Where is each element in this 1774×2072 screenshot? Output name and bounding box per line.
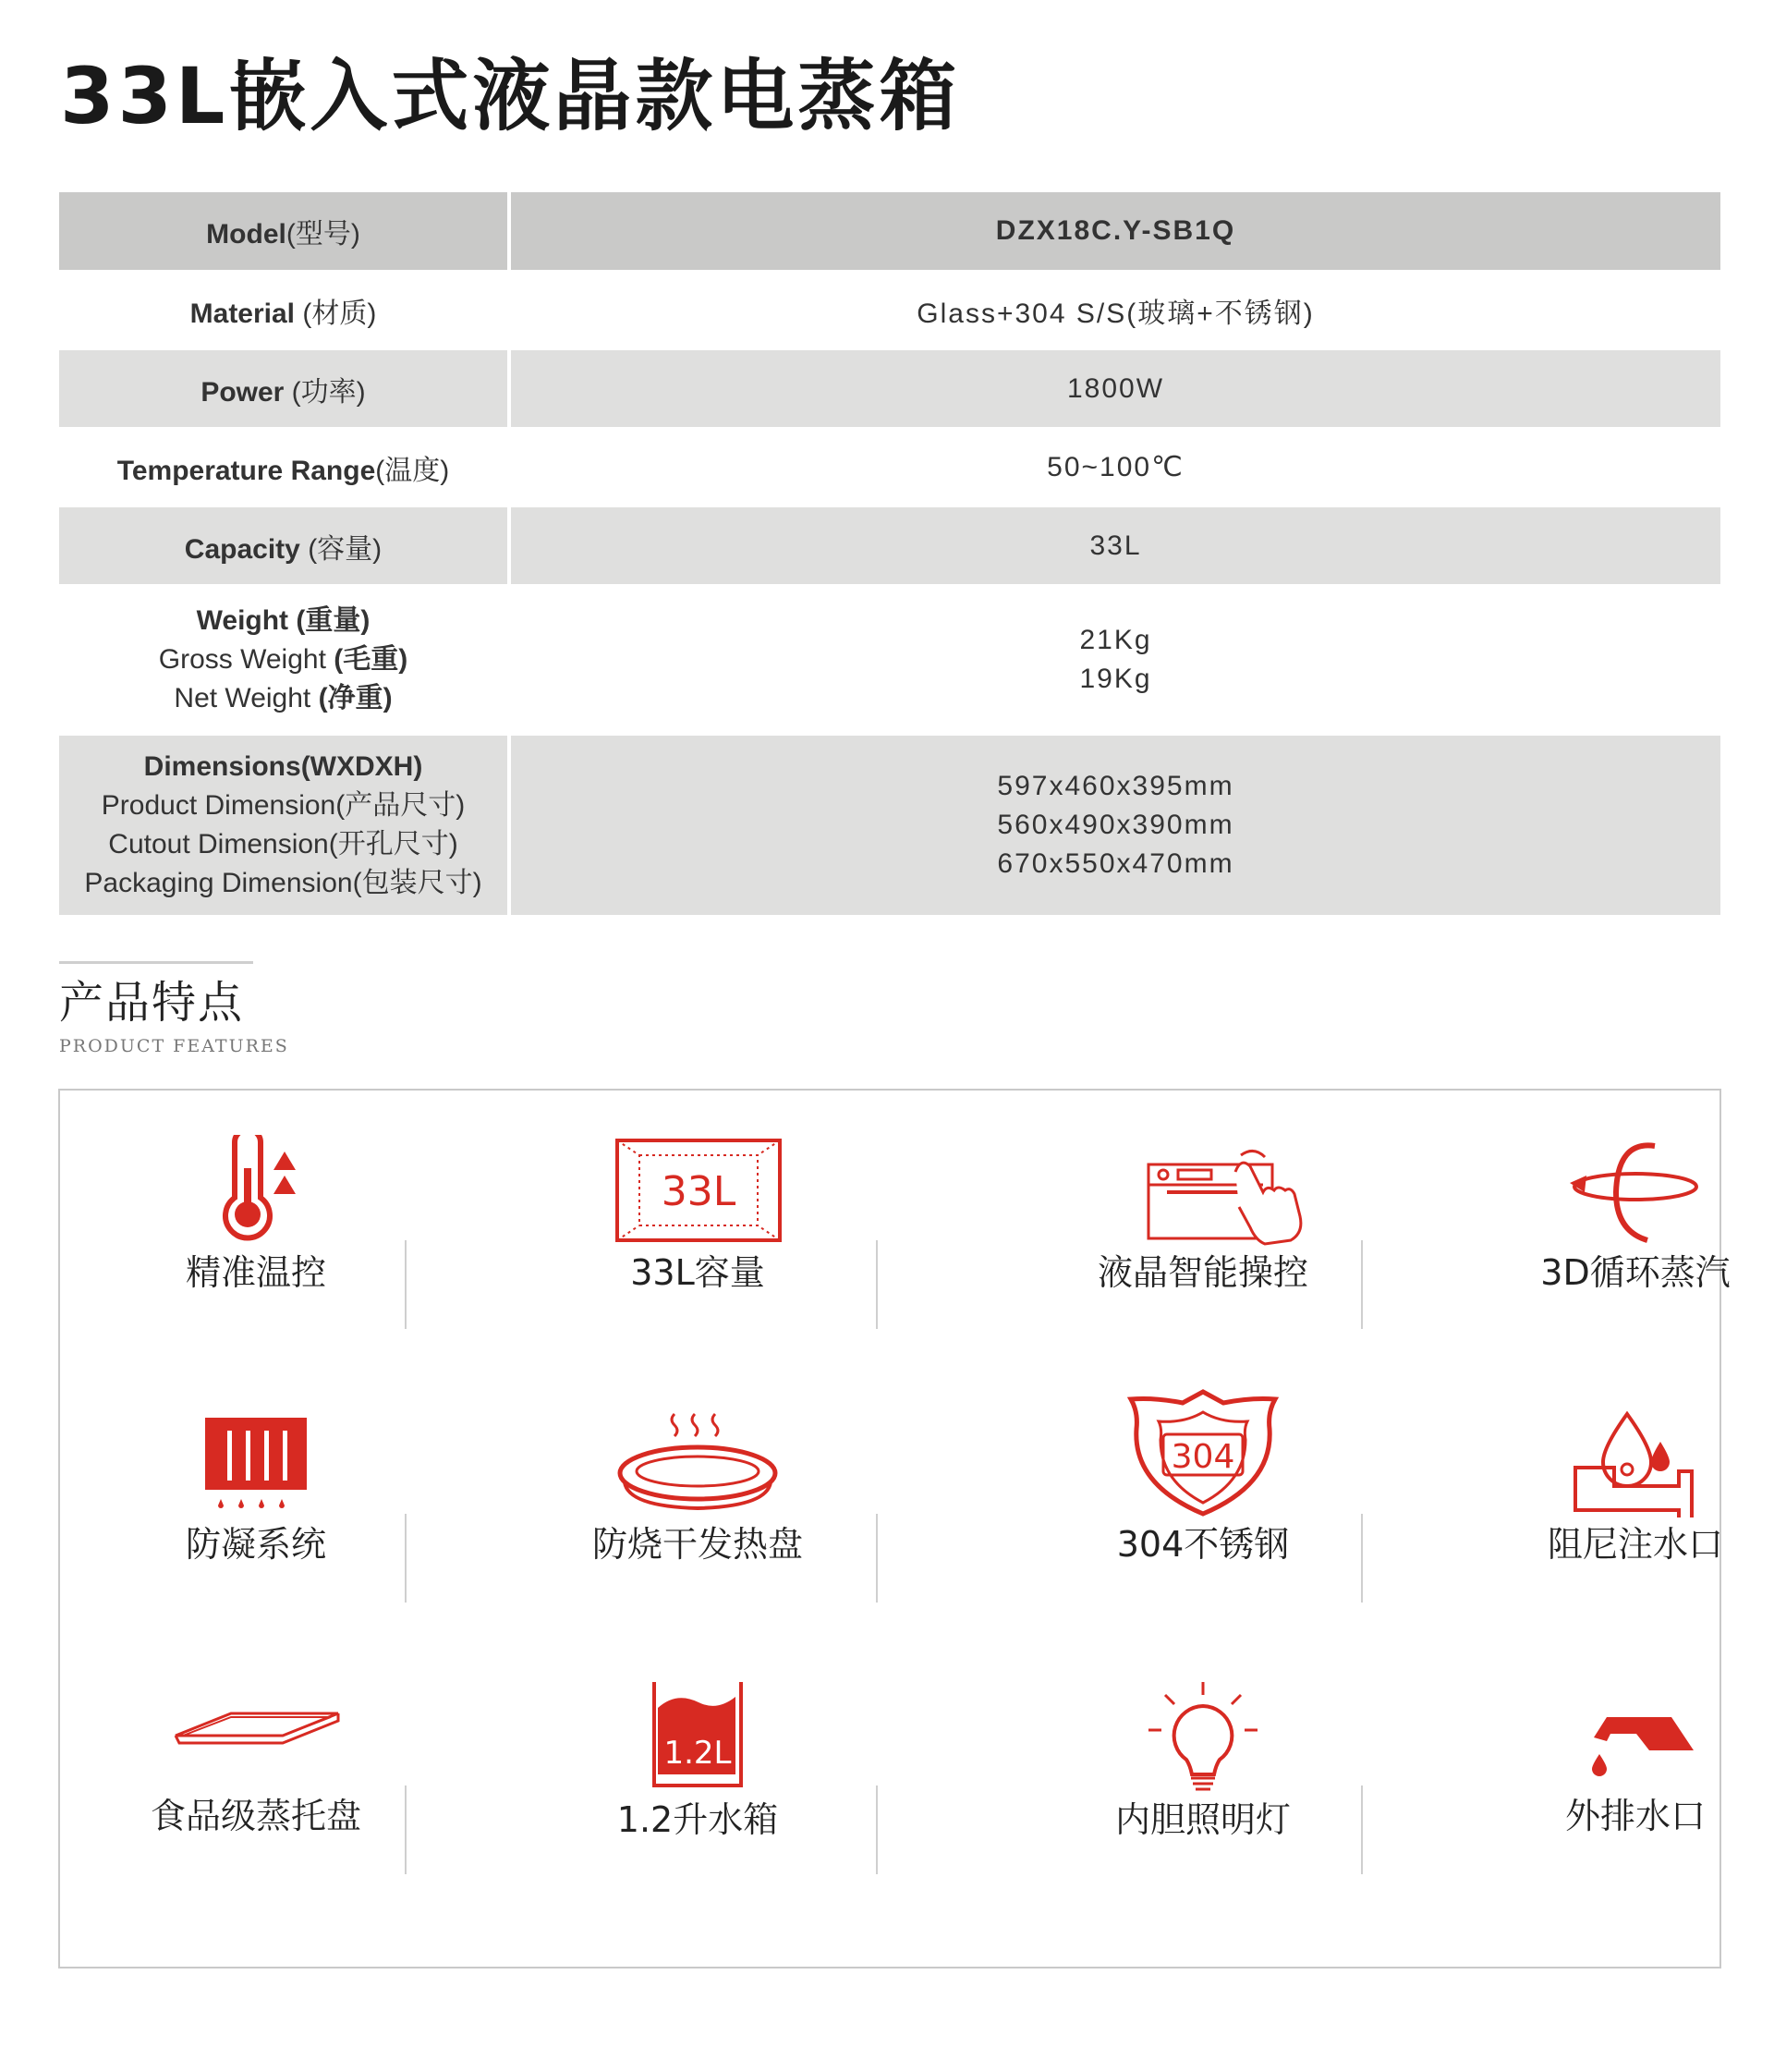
feature-item (990, 1386, 1416, 1565)
feature-label: 防凝系统 (185, 1524, 326, 1565)
feature-label: 液晶智能操控 (1097, 1252, 1308, 1293)
capacity-icon (610, 1135, 785, 1246)
water-inlet-icon (1566, 1407, 1705, 1517)
feature-label: 3D循环蒸汽 (1540, 1252, 1731, 1293)
drain-outlet-icon (1566, 1678, 1705, 1789)
shield-icon (1115, 1386, 1291, 1517)
feature-item (43, 1135, 468, 1293)
page-title: 33L嵌入式液晶款电蒸箱 (60, 51, 961, 141)
features-heading (59, 961, 289, 1055)
svg-text:1.2L: 1.2L (663, 1735, 732, 1772)
water-tank-icon (628, 1678, 767, 1793)
anti-condensation-icon (196, 1407, 316, 1517)
spec-row-power (59, 349, 1720, 428)
spec-label-model: Model(型号) (59, 192, 509, 271)
light-bulb-icon (1134, 1678, 1272, 1793)
feature-item (485, 1678, 910, 1840)
feature-label: 外排水口 (1564, 1796, 1706, 1836)
feature-label: 食品级蒸托盘 (150, 1796, 361, 1836)
spec-row-model (59, 192, 1720, 271)
feature-label: 33L容量 (630, 1252, 765, 1293)
spec-table (59, 192, 1720, 917)
spec-value-material: Glass+304 S/S(玻璃+不锈钢) (917, 298, 1315, 329)
spec-label-dimensions: Dimensions(WXDXH) Product Dimension(产品尺寸) Cutout Dimension(开孔尺寸) Packaging Dimension(包装尺寸) (59, 735, 509, 916)
feature-label: 1.2升水箱 (616, 1799, 779, 1840)
spec-label-capacity: Capacity (容量) (59, 506, 509, 585)
feature-item (1423, 1678, 1774, 1834)
spec-row-dimensions (59, 735, 1720, 916)
feature-item (1423, 1135, 1774, 1293)
spec-value-power: 1800W (509, 349, 1720, 428)
spec-value-weight: 21Kg 19Kg (1079, 625, 1152, 694)
feature-item (990, 1678, 1416, 1840)
spec-label-weight: Weight (重量) Gross Weight (毛重) Net Weight (净重) (59, 585, 509, 735)
features-heading-en: PRODUCT FEATURES (59, 1036, 289, 1056)
feature-item (43, 1678, 468, 1834)
feature-item (43, 1407, 468, 1565)
spec-label-temperature: Temperature Range(温度) (59, 428, 509, 506)
spec-row-weight (59, 585, 1720, 735)
features-heading-zh: 产品特点 (59, 977, 245, 1029)
spec-value-capacity: 33L (509, 506, 1720, 585)
feature-label: 防烧干发热盘 (591, 1524, 803, 1565)
feature-label: 304不锈钢 (1116, 1524, 1290, 1565)
spec-row-capacity (59, 506, 1720, 585)
feature-item (990, 1135, 1416, 1293)
feature-item (485, 1407, 910, 1565)
heating-plate-icon (610, 1407, 785, 1517)
spec-label-power: Power (功率) (59, 349, 509, 428)
spec-row-material (59, 271, 1720, 349)
spec-label-material: Material (材质) (59, 271, 509, 349)
tray-icon (168, 1678, 344, 1789)
spec-value-temperature: 50~100℃ (1047, 452, 1185, 482)
feature-item (1423, 1407, 1774, 1565)
svg-text:33L: 33L (661, 1168, 736, 1215)
feature-label: 精准温控 (185, 1252, 326, 1293)
steam-cycle-icon (1566, 1135, 1705, 1246)
spec-value-model: DZX18C.Y-SB1Q (509, 192, 1720, 271)
spec-row-temperature (59, 428, 1720, 506)
touch-control-icon (1097, 1135, 1309, 1246)
feature-label: 阻尼注水口 (1547, 1524, 1723, 1565)
thermometer-icon (196, 1135, 316, 1246)
heading-rule (59, 961, 253, 964)
svg-text:304: 304 (1171, 1438, 1235, 1476)
feature-item (485, 1135, 910, 1293)
features-grid (58, 1089, 1731, 1968)
feature-label: 内胆照明灯 (1114, 1799, 1291, 1840)
spec-value-dimensions: 597x460x395mm 560x490x390mm 670x550x470mm (509, 735, 1720, 916)
